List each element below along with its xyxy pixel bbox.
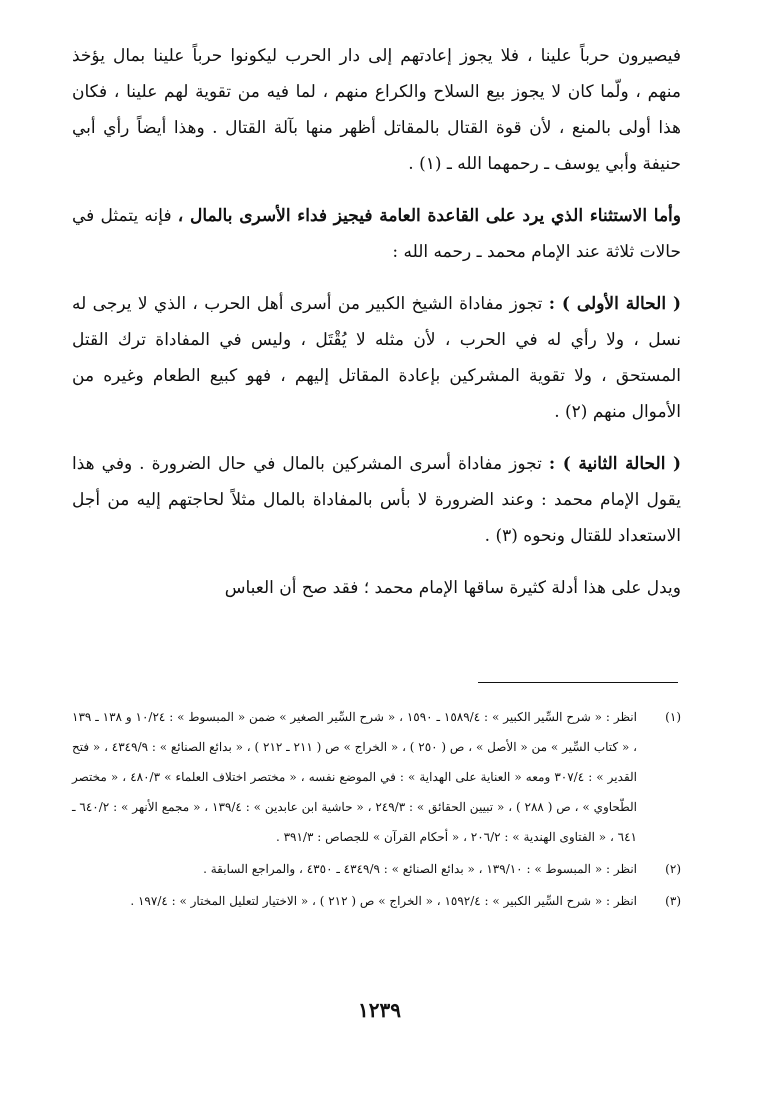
case-1-text: تجوز مفاداة الشيخ الكبير من أسرى أهل الحرب ، الذي لا يرجى له نسل ، ولا رأي له في الحرب ، لأن مثله لا يُقْتَل ، وليس في المفاداة ترك القتل المستحق ، ولا تقوية المشركين بإعادة المقاتل إليهم ، فهو كبيع الطعام وغيره من الأموال منهم (٢) . <box>72 294 681 422</box>
footnote-item <box>72 702 681 852</box>
paragraph-2 <box>72 198 681 270</box>
footnote-number: (٣) <box>665 894 681 908</box>
footnote-separator <box>478 682 678 683</box>
footnote-number: (١) <box>665 710 681 724</box>
footnote-text: انظر : « المبسوط » : ١٣٩/١٠ ، « بدائع الصنائع » : ٤٣٤٩/٩ ـ ٤٣٥٠ ، والمراجع السابقة . <box>203 862 637 876</box>
main-text <box>72 38 681 622</box>
footnote-text: انظر : « شرح السِّير الكبير » : ١٥٨٩/٤ ـ ١٥٩٠ ، « شرح السِّير الصغير » ضمن « المبسوط » : ١٠/٢٤ و ١٣٨ ـ ١٣٩ ، « كتاب السِّير » من « الأصل » ، ص ( ٢٥٠ ) ، « الخراج » ص ( ٢١١ ـ ٢١٢ ) ، « بدائع الصنائع » : ٤٣٤٩/٩ ، « فتح القدير » : ٣٠٧/٤ ومعه « العناية على الهداية » : في الموضع نفسه ، « مختصر اختلاف العلماء » ٤٨٠/٣ ، « مختصر الطّحاوي » ، ص ( ٢٨٨ ) ، « تبيين الحقائق » : ٢٤٩/٣ ، « حاشية ابن عابدين » : ١٣٩/٤ ، « مجمع الأنهر » : ٦٤٠/٢ ـ ٦٤١ ، « الفتاوى الهندية » : ٢٠٦/٢ ، « أحكام القرآن » للجصاص : ٣٩١/٣ . <box>72 710 638 844</box>
footnote-item <box>72 854 681 884</box>
case-1-heading: ( الحالة الأولى ) : <box>548 294 681 314</box>
paragraph-1: فيصيرون حرباً علينا ، فلا يجوز إعادتهم إلى دار الحرب ليكونوا حرباً علينا بمال يؤخذ منهم ، ولّما كان لا يجوز بيع السلاح والكراع منهم ، لما فيه من تقوية لهم علينا ، فكان هذا أولى بالمنع ، لأن قوة القتال بالمقاتل أظهر منها بآلة القتال . وهذا أيضاً رأي أبي حنيفة وأبي يوسف ـ رحمهما الله ـ (١) . <box>72 46 682 174</box>
footnote-text: انظر : « شرح السِّير الكبير » : ١٥٩٢/٤ ، « الخراج » ص ( ٢١٢ ) ، « الاختيار لتعليل المختار » : ١٩٧/٤ . <box>130 894 637 908</box>
page-number: ١٢٣٩ <box>358 998 401 1022</box>
case-2-text: تجوز مفاداة أسرى المشركين بالمال في حال الضرورة . وفي هذا يقول الإمام محمد : وعند الضرورة لا بأس بالمفاداة بالمال مثلاً لحاجتهم إليه من أجل الاستعداد للقتال ونحوه (٣) . <box>72 454 681 546</box>
exception-text: فإنه يتمثل في حالات ثلاثة عند الإمام محمد ـ رحمه الله : <box>72 206 681 262</box>
paragraph-5: ويدل على هذا أدلة كثيرة ساقها الإمام محمد ؛ فقد صح أن العباس <box>224 578 681 598</box>
footnote-number: (٢) <box>665 862 681 876</box>
case-2-heading: ( الحالة الثانية ) : <box>548 454 682 474</box>
paragraph-case-1 <box>72 286 681 430</box>
paragraph-case-2 <box>72 446 681 554</box>
footnote-item <box>72 886 681 916</box>
exception-heading: وأما الاستثناء الذي يرد على القاعدة العامة فيجيز فداء الأسرى بالمال ، <box>177 206 681 226</box>
footnotes <box>72 702 681 918</box>
